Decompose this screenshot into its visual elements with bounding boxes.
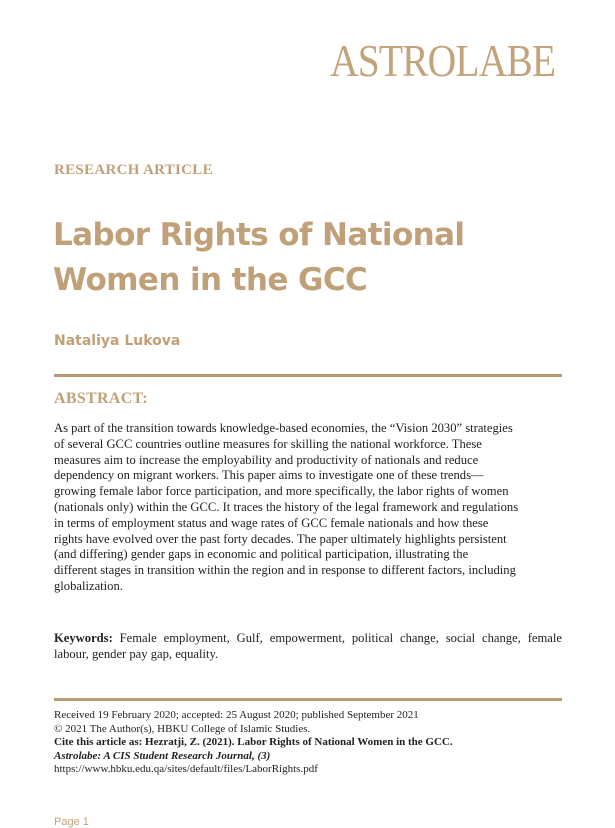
abstract-line: rights have evolved over the past forty decades. The paper ultimately highlights persistent [54, 531, 507, 546]
keywords-paragraph [54, 630, 562, 662]
publication-dates: Received 19 February 2020; accepted: 25 August 2020; published September 2021 [54, 709, 419, 721]
abstract-line: (and differing) gender gaps in economic and political participation, illustrating the [54, 547, 469, 562]
abstract-body [54, 421, 562, 595]
page-number: Page 1 [54, 816, 89, 828]
keywords-list: Female employment, Gulf, empowerment, political change, social change, female labour, gender pay gap, equality. [54, 631, 562, 661]
abstract-heading: ABSTRACT: [54, 390, 148, 407]
abstract-line: dependency on migrant workers. This paper aims to investigate one of these trends— [54, 468, 484, 483]
citation-line: Cite this article as: Hezratji, Z. (2021). Labor Rights of National Women in the GCC. [54, 736, 453, 749]
article-title: Labor Rights of National Women in the GCC [53, 217, 465, 298]
article-url[interactable]: https://www.hbku.edu.qa/sites/default/files/LaborRights.pdf [54, 763, 318, 776]
abstract-line: As part of the transition towards knowledge-based economies, the “Vision 2030” strategies [54, 421, 513, 435]
abstract-line: measures aim to increase the employability and productivity of nationals and reduce [54, 452, 479, 467]
abstract-line: globalization. [54, 578, 123, 593]
copyright-notice: © 2021 The Author(s), HBKU College of Islamic Studies. [54, 722, 311, 735]
abstract-line: different stages in transition within the region and in response to different factors, including [54, 563, 516, 578]
abstract-line: in terms of employment status and wage rates of GCC female nationals and how these [54, 515, 489, 530]
publication-info [54, 709, 562, 777]
abstract-line: (nationals only) within the GCC. It traces the history of the legal framework and regulations [54, 499, 519, 514]
abstract-line: of several GCC countries outline measures for skilling the national workforce. These [54, 436, 482, 451]
journal-reference: Astrolabe: A CIS Student Research Journal, (3) [54, 749, 271, 762]
abstract-line: growing female labor force participation, and more specifically, the labor rights of women [54, 484, 509, 499]
author-name: Nataliya Lukova [54, 333, 181, 349]
article-type-label: RESEARCH ARTICLE [54, 162, 213, 178]
section-divider-top [54, 374, 562, 377]
section-divider-bottom [54, 698, 562, 701]
journal-logo: ASTROLABE [330, 35, 556, 86]
keywords-label: Keywords: [54, 631, 113, 645]
